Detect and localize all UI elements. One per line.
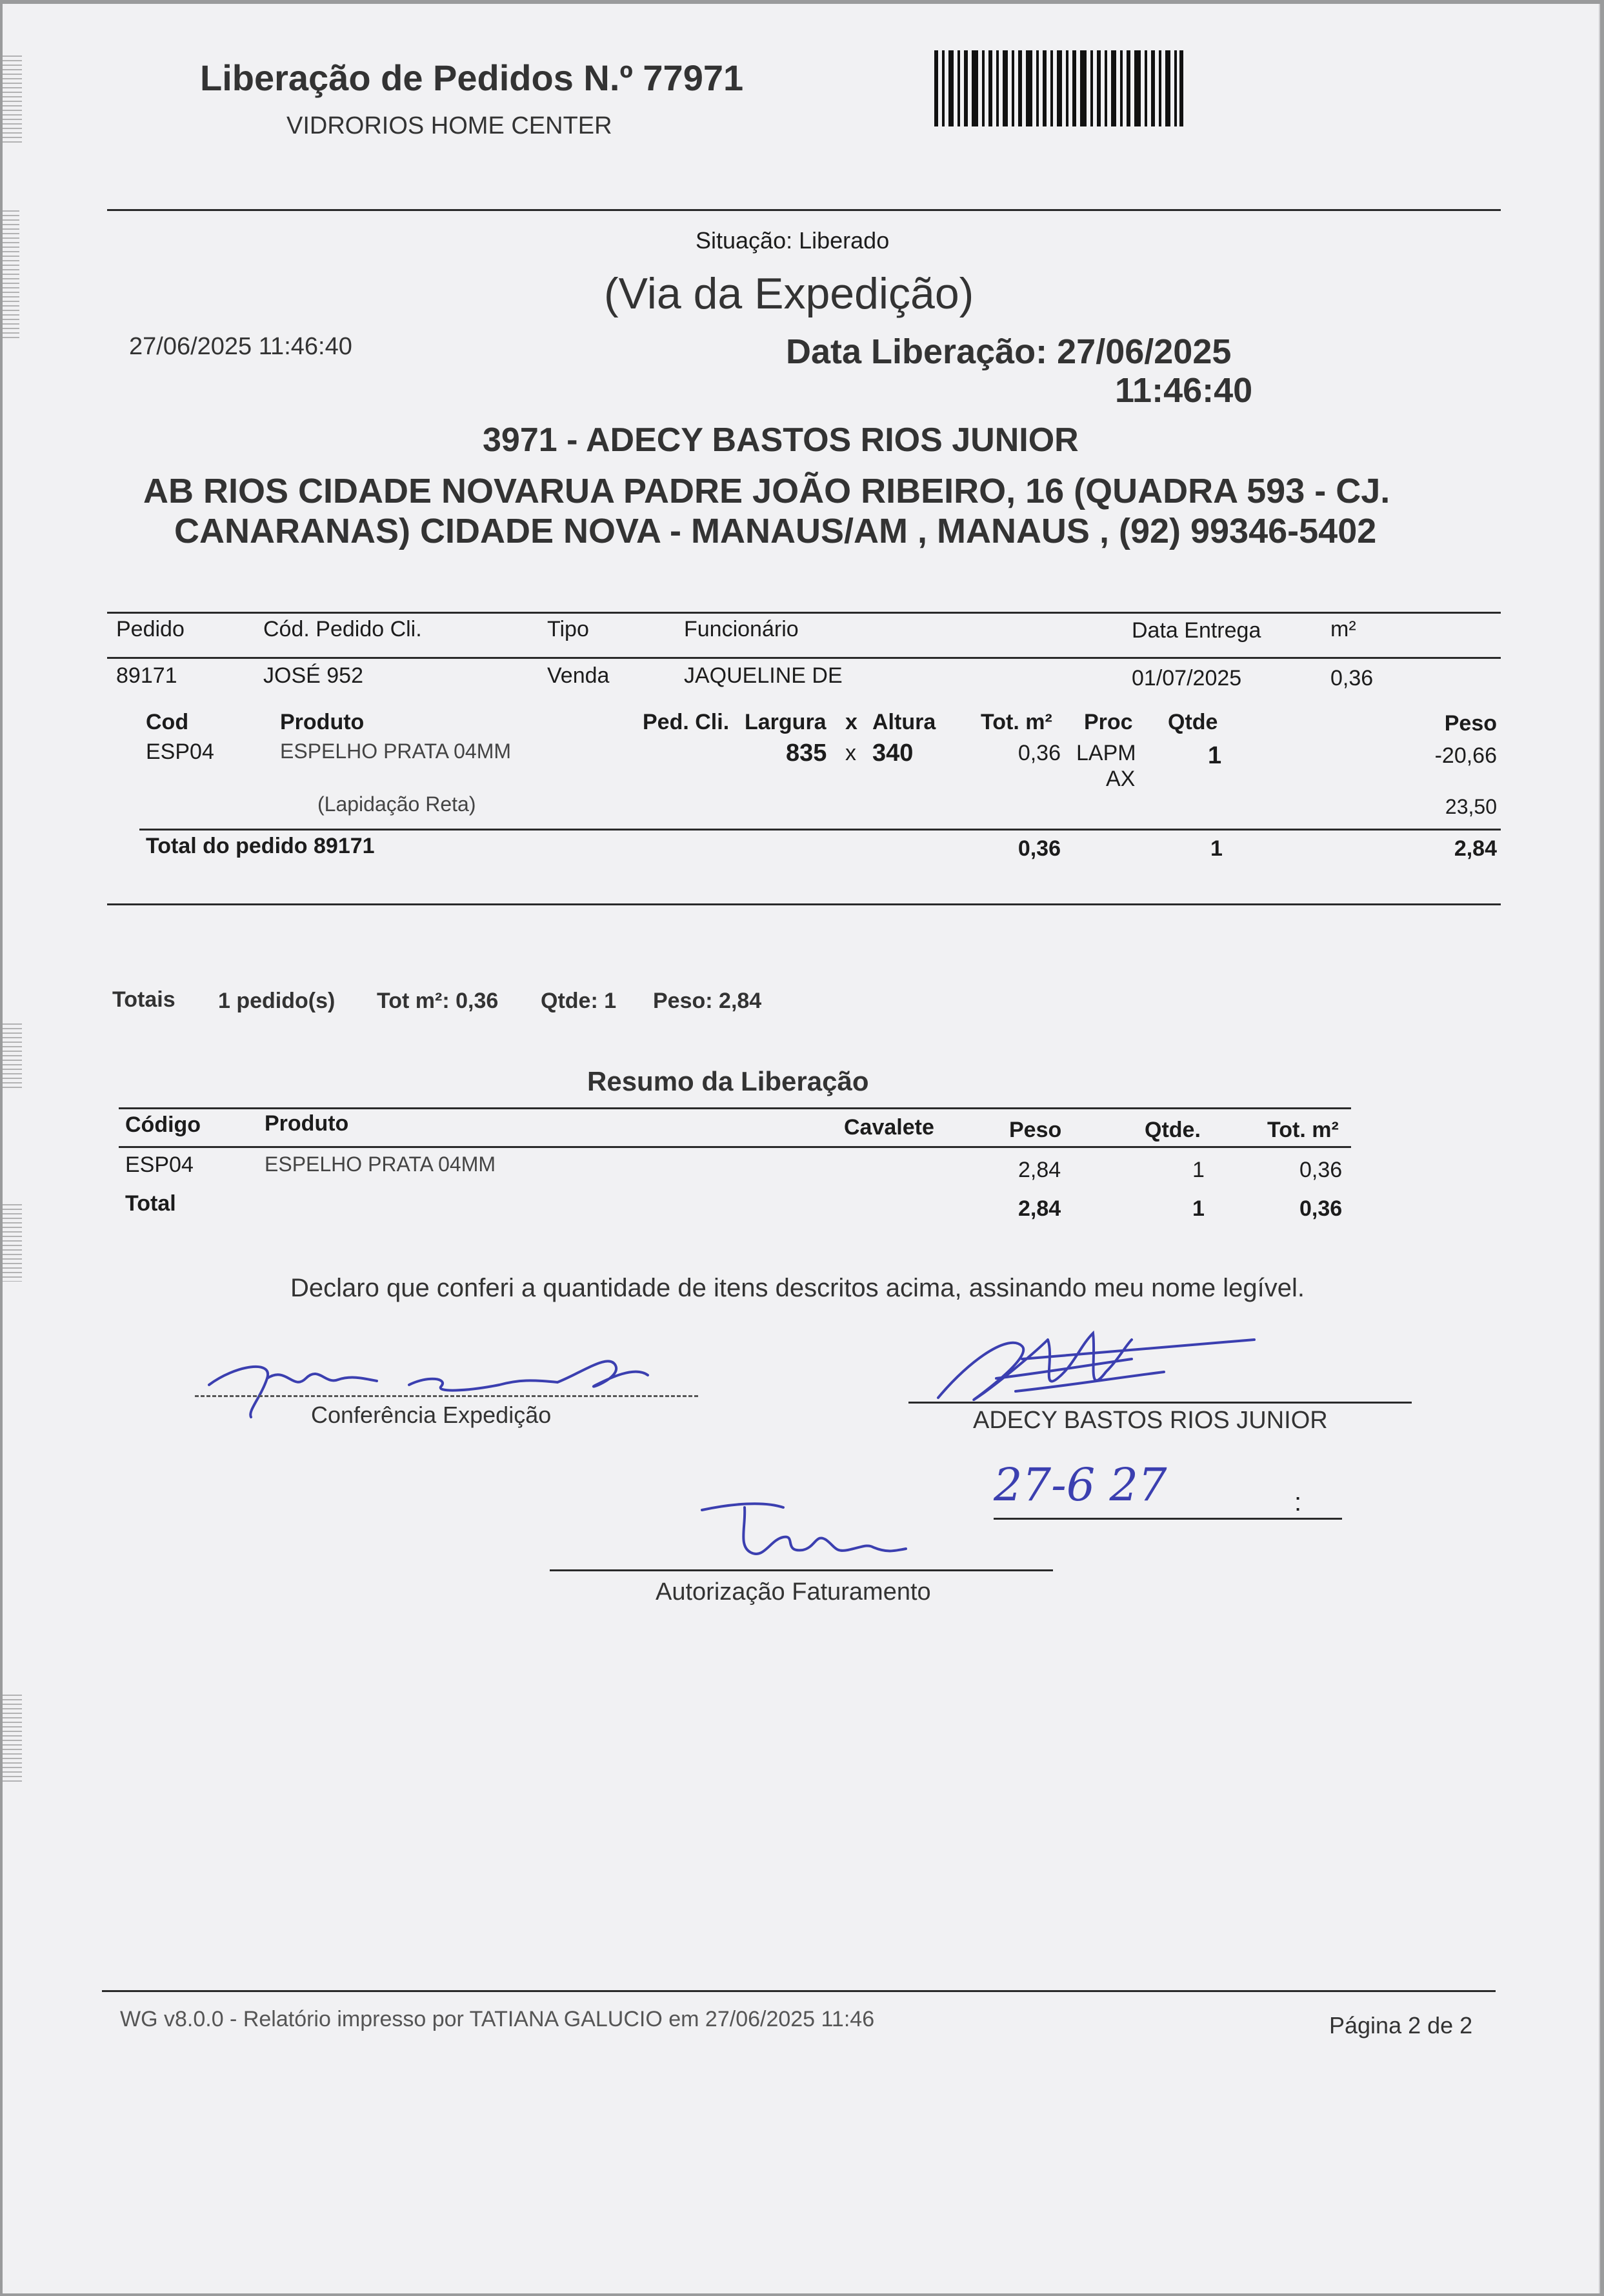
conferencia-label: Conferência Expedição <box>311 1402 552 1428</box>
page-number: Página 2 de 2 <box>1329 2012 1473 2039</box>
cliente-signature-line <box>908 1402 1412 1404</box>
item-x: x <box>845 741 856 765</box>
sub-item-produto: (Lapidação Reta) <box>317 792 476 816</box>
order-total-m2: 0,36 <box>1018 836 1061 861</box>
order-table-header-rule <box>107 657 1501 659</box>
order-cod-pedido-cli: JOSÉ 952 <box>263 663 363 688</box>
autorizacao-label: Autorização Faturamento <box>656 1578 931 1606</box>
scan-artifact <box>3 1023 22 1088</box>
resumo-col-qtde: Qtde. <box>1145 1118 1201 1142</box>
signature-autorizacao <box>693 1488 912 1566</box>
item-col-peso: Peso <box>1444 711 1497 736</box>
totais-label: Totais <box>112 987 175 1012</box>
item-altura: 340 <box>872 740 914 767</box>
resumo-row-tot-m2: 0,36 <box>1299 1158 1343 1182</box>
resumo-total-qtde: 1 <box>1192 1196 1205 1221</box>
resumo-title: Resumo da Liberação <box>587 1066 869 1096</box>
document-page <box>3 4 1600 2293</box>
item-col-x: x <box>845 710 857 734</box>
item-col-altura: Altura <box>872 710 936 734</box>
order-total-label: Total do pedido 89171 <box>146 834 375 858</box>
totais-m2: Tot m²: 0,36 <box>377 989 499 1013</box>
item-cod: ESP04 <box>146 740 214 764</box>
company-name: VIDRORIOS HOME CENTER <box>286 112 612 139</box>
items-total-rule <box>139 829 1501 831</box>
item-produto: ESPELHO PRATA 04MM <box>280 740 512 763</box>
item-col-produto: Produto <box>280 710 365 734</box>
item-col-cod: Cod <box>146 710 189 734</box>
data-liberacao: Data Liberação: 27/06/2025 <box>786 332 1232 371</box>
header-divider <box>107 209 1501 211</box>
page-title: Liberação de Pedidos N.º 77971 <box>200 57 744 98</box>
autorizacao-signature-line <box>550 1569 1053 1571</box>
order-total-qtde: 1 <box>1210 836 1223 861</box>
col-pedido: Pedido <box>116 617 185 641</box>
col-tipo: Tipo <box>547 617 589 641</box>
resumo-top-rule <box>119 1107 1351 1109</box>
date-line <box>994 1518 1342 1520</box>
item-col-proc: Proc <box>1084 710 1133 734</box>
resumo-total-tot-m2: 0,36 <box>1299 1196 1343 1221</box>
resumo-col-produto: Produto <box>265 1111 349 1136</box>
customer-address-line1: AB RIOS CIDADE NOVARUA PADRE JOÃO RIBEIRO, 16 (QUADRA 593 - CJ. <box>143 472 1390 510</box>
scan-artifact <box>3 1695 22 1785</box>
resumo-row-produto: ESPELHO PRATA 04MM <box>265 1153 496 1176</box>
item-peso: -20,66 <box>1434 743 1497 768</box>
resumo-col-peso: Peso <box>1009 1118 1062 1142</box>
totais-pedidos: 1 pedido(s) <box>218 989 336 1013</box>
conferencia-signature-line <box>195 1395 698 1397</box>
col-cod-pedido-cli: Cód. Pedido Cli. <box>263 617 422 641</box>
resumo-total-peso: 2,84 <box>1018 1196 1061 1221</box>
order-m2: 0,36 <box>1330 666 1374 690</box>
col-funcionario: Funcionário <box>684 617 799 641</box>
situacao-label: Situação: Liberado <box>696 227 890 254</box>
resumo-row-codigo: ESP04 <box>125 1153 194 1177</box>
resumo-col-codigo: Código <box>125 1113 201 1137</box>
footer-rule <box>102 1990 1496 1992</box>
handwritten-date: 27-6 27 <box>994 1458 1167 1511</box>
order-total-peso: 2,84 <box>1454 836 1497 861</box>
scan-artifact <box>3 55 22 146</box>
customer-address-line2: CANARANAS) CIDADE NOVA - MANAUS/AM , MANAUS , (92) 99346-5402 <box>174 512 1377 550</box>
order-table-top-rule <box>107 612 1501 614</box>
date-colon: : <box>1294 1488 1302 1516</box>
via-label: (Via da Expedição) <box>604 269 974 318</box>
item-proc-line2: AX <box>1106 767 1136 791</box>
col-data-entrega: Data Entrega <box>1132 618 1261 643</box>
item-proc-line1: LAPM <box>1076 741 1136 765</box>
resumo-header-rule <box>119 1146 1351 1148</box>
item-col-tot-m2: Tot. m² <box>981 710 1052 734</box>
sub-item-peso: 23,50 <box>1445 795 1497 818</box>
totais-qtde: Qtde: 1 <box>541 989 617 1013</box>
item-largura: 835 <box>786 740 827 767</box>
declaracao-text: Declaro que conferi a quantidade de itens descritos acima, assinando meu nome legível. <box>290 1274 1305 1302</box>
item-col-largura: Largura <box>745 710 827 734</box>
order-data-entrega: 01/07/2025 <box>1132 666 1242 690</box>
order-funcionario: JAQUELINE DE <box>684 663 843 688</box>
resumo-col-tot-m2: Tot. m² <box>1267 1118 1339 1142</box>
footer-printed-by: WG v8.0.0 - Relatório impresso por TATIANA GALUCIO em 27/06/2025 11:46 <box>120 2007 875 2031</box>
hora-liberacao: 11:46:40 <box>1115 371 1253 410</box>
order-section-bottom-rule <box>107 903 1501 905</box>
print-timestamp: 27/06/2025 11:46:40 <box>129 333 352 360</box>
item-col-qtde: Qtde <box>1168 710 1218 734</box>
item-tot-m2: 0,36 <box>1018 741 1061 765</box>
order-tipo: Venda <box>547 663 610 688</box>
resumo-col-cavalete: Cavalete <box>844 1115 934 1140</box>
barcode <box>934 50 1183 126</box>
col-m2: m² <box>1330 617 1356 641</box>
customer-name: 3971 - ADECY BASTOS RIOS JUNIOR <box>483 421 1079 459</box>
order-pedido: 89171 <box>116 663 177 688</box>
resumo-row-peso: 2,84 <box>1018 1158 1061 1182</box>
scan-artifact <box>3 210 19 339</box>
cliente-label: ADECY BASTOS RIOS JUNIOR <box>973 1407 1328 1434</box>
item-qtde: 1 <box>1208 742 1222 769</box>
scan-artifact <box>3 1204 22 1282</box>
resumo-total-label: Total <box>125 1191 176 1216</box>
totais-peso: Peso: 2,84 <box>653 989 762 1013</box>
resumo-row-qtde: 1 <box>1192 1158 1205 1182</box>
item-col-ped-cli: Ped. Cli. <box>643 710 730 734</box>
